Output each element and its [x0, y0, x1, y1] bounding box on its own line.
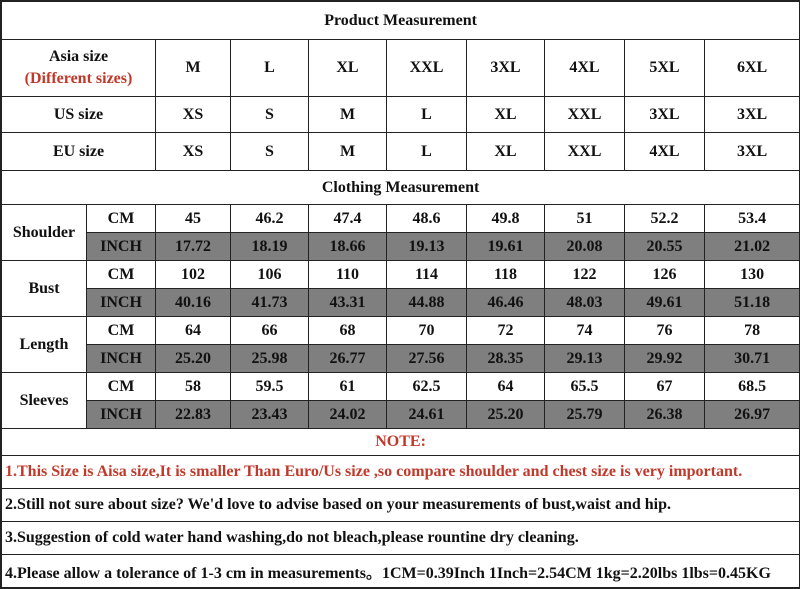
- eu-size-cell: S: [231, 133, 309, 171]
- eu-size-cell: L: [387, 133, 467, 171]
- part-label-shoulder: Shoulder: [2, 205, 87, 261]
- unit-cm: CM: [87, 205, 156, 233]
- sleeves-inch-row: [2, 401, 800, 429]
- measure-cell: 51.18: [705, 289, 800, 317]
- page-title: Product Measurement: [2, 2, 800, 40]
- measure-cell: 65.5: [545, 373, 625, 401]
- measure-cell: 76: [625, 317, 705, 345]
- eu-size-cell: 3XL: [705, 133, 800, 171]
- measure-cell: 18.19: [231, 233, 309, 261]
- measure-cell: 102: [156, 261, 231, 289]
- measure-cell: 41.73: [231, 289, 309, 317]
- us-size-cell: XXL: [545, 97, 625, 133]
- measure-cell: 46.2: [231, 205, 309, 233]
- measure-cell: 24.02: [309, 401, 387, 429]
- asia-size-cell: XL: [309, 40, 387, 97]
- measure-cell: 62.5: [387, 373, 467, 401]
- unit-inch: INCH: [87, 345, 156, 373]
- measure-cell: 122: [545, 261, 625, 289]
- shoulder-inch-row: [2, 233, 800, 261]
- note-title: NOTE:: [2, 429, 800, 456]
- us-size-cell: 3XL: [705, 97, 800, 133]
- measure-cell: 64: [156, 317, 231, 345]
- measure-cell: 106: [231, 261, 309, 289]
- measure-cell: 70: [387, 317, 467, 345]
- measure-cell: 23.43: [231, 401, 309, 429]
- asia-size-cell: M: [156, 40, 231, 97]
- measure-cell: 26.38: [625, 401, 705, 429]
- us-size-cell: L: [387, 97, 467, 133]
- measure-cell: 61: [309, 373, 387, 401]
- measure-cell: 47.4: [309, 205, 387, 233]
- measure-cell: 49.8: [467, 205, 545, 233]
- measure-cell: 40.16: [156, 289, 231, 317]
- measure-cell: 126: [625, 261, 705, 289]
- measure-cell: 45: [156, 205, 231, 233]
- note-4: 4.Please allow a tolerance of 1-3 cm in measurements。1CM=0.39Inch 1Inch=2.54CM 1kg=2.20lbs 1lbs=0.45KG: [2, 555, 800, 588]
- length-inch-row: [2, 345, 800, 373]
- measure-cell: 24.61: [387, 401, 467, 429]
- unit-cm: CM: [87, 373, 156, 401]
- measure-cell: 48.03: [545, 289, 625, 317]
- asia-size-cell: 3XL: [467, 40, 545, 97]
- measure-cell: 130: [705, 261, 800, 289]
- measure-cell: 28.35: [467, 345, 545, 373]
- eu-size-row: [2, 133, 800, 171]
- measure-cell: 68: [309, 317, 387, 345]
- measure-cell: 25.98: [231, 345, 309, 373]
- bust-inch-row: [2, 289, 800, 317]
- measure-cell: 64: [467, 373, 545, 401]
- asia-size-row: [2, 40, 800, 97]
- measure-cell: 48.6: [387, 205, 467, 233]
- measure-cell: 49.61: [625, 289, 705, 317]
- measure-cell: 26.97: [705, 401, 800, 429]
- measure-cell: 19.13: [387, 233, 467, 261]
- us-size-cell: XS: [156, 97, 231, 133]
- measure-cell: 30.71: [705, 345, 800, 373]
- eu-size-cell: M: [309, 133, 387, 171]
- measure-cell: 21.02: [705, 233, 800, 261]
- part-label-sleeves: Sleeves: [2, 373, 87, 429]
- shoulder-cm-row: [2, 205, 800, 233]
- measure-cell: 29.13: [545, 345, 625, 373]
- eu-size-cell: 4XL: [625, 133, 705, 171]
- measure-cell: 68.5: [705, 373, 800, 401]
- measure-cell: 29.92: [625, 345, 705, 373]
- measure-cell: 110: [309, 261, 387, 289]
- asia-size-cell: L: [231, 40, 309, 97]
- eu-size-cell: XXL: [545, 133, 625, 171]
- us-size-cell: M: [309, 97, 387, 133]
- measure-cell: 46.46: [467, 289, 545, 317]
- measure-cell: 25.79: [545, 401, 625, 429]
- sleeves-cm-row: [2, 373, 800, 401]
- unit-cm: CM: [87, 317, 156, 345]
- measure-cell: 118: [467, 261, 545, 289]
- measure-cell: 74: [545, 317, 625, 345]
- unit-inch: INCH: [87, 289, 156, 317]
- measure-cell: 20.55: [625, 233, 705, 261]
- length-cm-row: [2, 317, 800, 345]
- eu-size-label: EU size: [2, 133, 156, 171]
- measure-cell: 52.2: [625, 205, 705, 233]
- unit-inch: INCH: [87, 401, 156, 429]
- asia-size-cell: XXL: [387, 40, 467, 97]
- measure-cell: 114: [387, 261, 467, 289]
- measure-cell: 59.5: [231, 373, 309, 401]
- measure-cell: 72: [467, 317, 545, 345]
- measure-cell: 53.4: [705, 205, 800, 233]
- eu-size-cell: XL: [467, 133, 545, 171]
- size-chart-table: [1, 1, 800, 588]
- clothing-measurement-title: Clothing Measurement: [2, 171, 800, 205]
- measure-cell: 26.77: [309, 345, 387, 373]
- asia-size-cell: 5XL: [625, 40, 705, 97]
- note-3: 3.Suggestion of cold water hand washing,do not bleach,please rountine dry cleaning.: [2, 522, 800, 555]
- measure-cell: 78: [705, 317, 800, 345]
- measure-cell: 58: [156, 373, 231, 401]
- measure-cell: 19.61: [467, 233, 545, 261]
- measure-cell: 27.56: [387, 345, 467, 373]
- measure-cell: 25.20: [156, 345, 231, 373]
- measure-cell: 67: [625, 373, 705, 401]
- asia-size-cell: 6XL: [705, 40, 800, 97]
- measure-cell: 51: [545, 205, 625, 233]
- asia-size-title: Asia size: [48, 48, 109, 65]
- unit-inch: INCH: [87, 233, 156, 261]
- measure-cell: 20.08: [545, 233, 625, 261]
- note-2: 2.Still not sure about size? We'd love to advise based on your measurements of bust,waist and hip.: [2, 489, 800, 522]
- measure-cell: 22.83: [156, 401, 231, 429]
- note-1: 1.This Size is Aisa size,It is smaller Than Euro/Us size ,so compare shoulder and chest size is very important.: [2, 456, 800, 489]
- unit-cm: CM: [87, 261, 156, 289]
- us-size-cell: 3XL: [625, 97, 705, 133]
- measure-cell: 66: [231, 317, 309, 345]
- measure-cell: 43.31: [309, 289, 387, 317]
- bust-cm-row: [2, 261, 800, 289]
- measure-cell: 17.72: [156, 233, 231, 261]
- measure-cell: 44.88: [387, 289, 467, 317]
- us-size-row: [2, 97, 800, 133]
- measure-cell: 25.20: [467, 401, 545, 429]
- part-label-length: Length: [2, 317, 87, 373]
- asia-size-sublabel: (Different sizes): [24, 70, 133, 87]
- part-label-bust: Bust: [2, 261, 87, 317]
- eu-size-cell: XS: [156, 133, 231, 171]
- asia-size-label: [2, 40, 156, 97]
- us-size-label: US size: [2, 97, 156, 133]
- us-size-cell: S: [231, 97, 309, 133]
- measure-cell: 18.66: [309, 233, 387, 261]
- us-size-cell: XL: [467, 97, 545, 133]
- asia-size-cell: 4XL: [545, 40, 625, 97]
